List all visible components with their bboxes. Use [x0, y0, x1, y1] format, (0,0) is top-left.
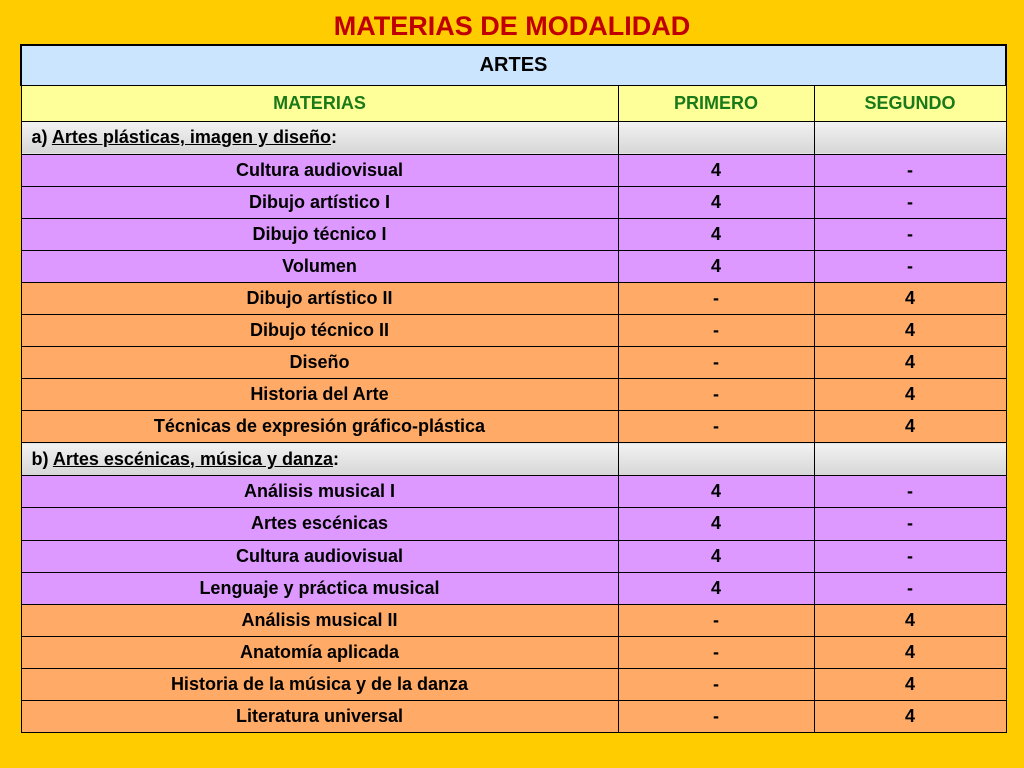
table-row: [21, 476, 1006, 508]
table-row: [21, 186, 1006, 218]
column-header-segundo: SEGUNDO: [814, 85, 1006, 121]
subject-cell: Dibujo artístico I: [21, 186, 618, 218]
subject-cell: Dibujo técnico II: [21, 314, 618, 346]
segundo-cell: -: [814, 218, 1006, 250]
primero-cell: 4: [618, 154, 814, 186]
primero-cell: 4: [618, 250, 814, 282]
segundo-cell: -: [814, 186, 1006, 218]
primero-cell: -: [618, 668, 814, 700]
section-suffix: :: [330, 127, 337, 147]
section-row: [21, 443, 1006, 476]
banner-cell: ARTES: [21, 45, 1006, 85]
section-prefix: a): [31, 127, 48, 147]
primero-cell: -: [618, 314, 814, 346]
subject-cell: Cultura audiovisual: [21, 540, 618, 572]
subject-cell: Literatura universal: [21, 701, 618, 733]
primero-cell: -: [618, 282, 814, 314]
table-row: [21, 668, 1006, 700]
section-row: [21, 121, 1006, 154]
subjects-table: [20, 44, 1007, 733]
table-row: [21, 250, 1006, 282]
subject-cell: Anatomía aplicada: [21, 636, 618, 668]
section-suffix: :: [333, 448, 339, 469]
section-empty-cell: [814, 443, 1006, 476]
table-row: [21, 379, 1006, 411]
section-name: Artes escénicas, música y danza: [52, 448, 333, 469]
primero-cell: 4: [618, 540, 814, 572]
column-header-primero: PRIMERO: [618, 85, 814, 121]
table-row: [21, 604, 1006, 636]
subject-cell: Volumen: [21, 250, 618, 282]
primero-cell: -: [618, 379, 814, 411]
page-title: MATERIAS DE MODALIDAD: [333, 11, 691, 41]
section-empty-cell: [814, 121, 1006, 154]
section-label: [21, 443, 618, 476]
table-row: [21, 282, 1006, 314]
column-header-materias: MATERIAS: [21, 85, 618, 121]
primero-cell: 4: [618, 186, 814, 218]
table-row: [21, 347, 1006, 379]
segundo-cell: 4: [814, 411, 1006, 443]
table-row: [21, 218, 1006, 250]
segundo-cell: -: [814, 572, 1006, 604]
segundo-cell: 4: [814, 347, 1006, 379]
table-row: [21, 314, 1006, 346]
header-row: [21, 85, 1006, 121]
section-prefix: b): [31, 448, 49, 469]
primero-cell: 4: [618, 218, 814, 250]
table-row: [21, 540, 1006, 572]
section-empty-cell: [618, 443, 814, 476]
subject-cell: Dibujo artístico II: [21, 282, 618, 314]
segundo-cell: 4: [814, 282, 1006, 314]
segundo-cell: -: [814, 508, 1006, 540]
subject-cell: Artes escénicas: [21, 508, 618, 540]
table-row: [21, 701, 1006, 733]
subject-cell: Análisis musical I: [21, 476, 618, 508]
segundo-cell: 4: [814, 636, 1006, 668]
primero-cell: -: [618, 604, 814, 636]
primero-cell: 4: [618, 508, 814, 540]
table-row: [21, 154, 1006, 186]
segundo-cell: 4: [814, 668, 1006, 700]
segundo-cell: 4: [814, 379, 1006, 411]
table-row: [21, 636, 1006, 668]
banner-row: [21, 45, 1006, 85]
section-name: Artes plásticas, imagen y diseño: [51, 127, 331, 147]
primero-cell: 4: [618, 572, 814, 604]
subject-cell: Técnicas de expresión gráfico-plástica: [21, 411, 618, 443]
segundo-cell: -: [814, 250, 1006, 282]
subject-cell: Historia del Arte: [21, 379, 618, 411]
table-row: [21, 411, 1006, 443]
segundo-cell: -: [814, 154, 1006, 186]
primero-cell: -: [618, 636, 814, 668]
section-label: [21, 121, 618, 154]
primero-cell: -: [618, 701, 814, 733]
subject-cell: Diseño: [21, 347, 618, 379]
section-empty-cell: [618, 121, 814, 154]
subject-cell: Lenguaje y práctica musical: [21, 572, 618, 604]
subject-cell: Historia de la música y de la danza: [21, 668, 618, 700]
table-row: [21, 572, 1006, 604]
subject-cell: Análisis musical II: [21, 604, 618, 636]
subject-cell: Cultura audiovisual: [21, 154, 618, 186]
segundo-cell: -: [814, 540, 1006, 572]
segundo-cell: -: [814, 476, 1006, 508]
table-row: [21, 508, 1006, 540]
primero-cell: 4: [618, 476, 814, 508]
primero-cell: -: [618, 347, 814, 379]
subject-cell: Dibujo técnico I: [21, 218, 618, 250]
segundo-cell: 4: [814, 314, 1006, 346]
segundo-cell: 4: [814, 701, 1006, 733]
primero-cell: -: [618, 411, 814, 443]
segundo-cell: 4: [814, 604, 1006, 636]
